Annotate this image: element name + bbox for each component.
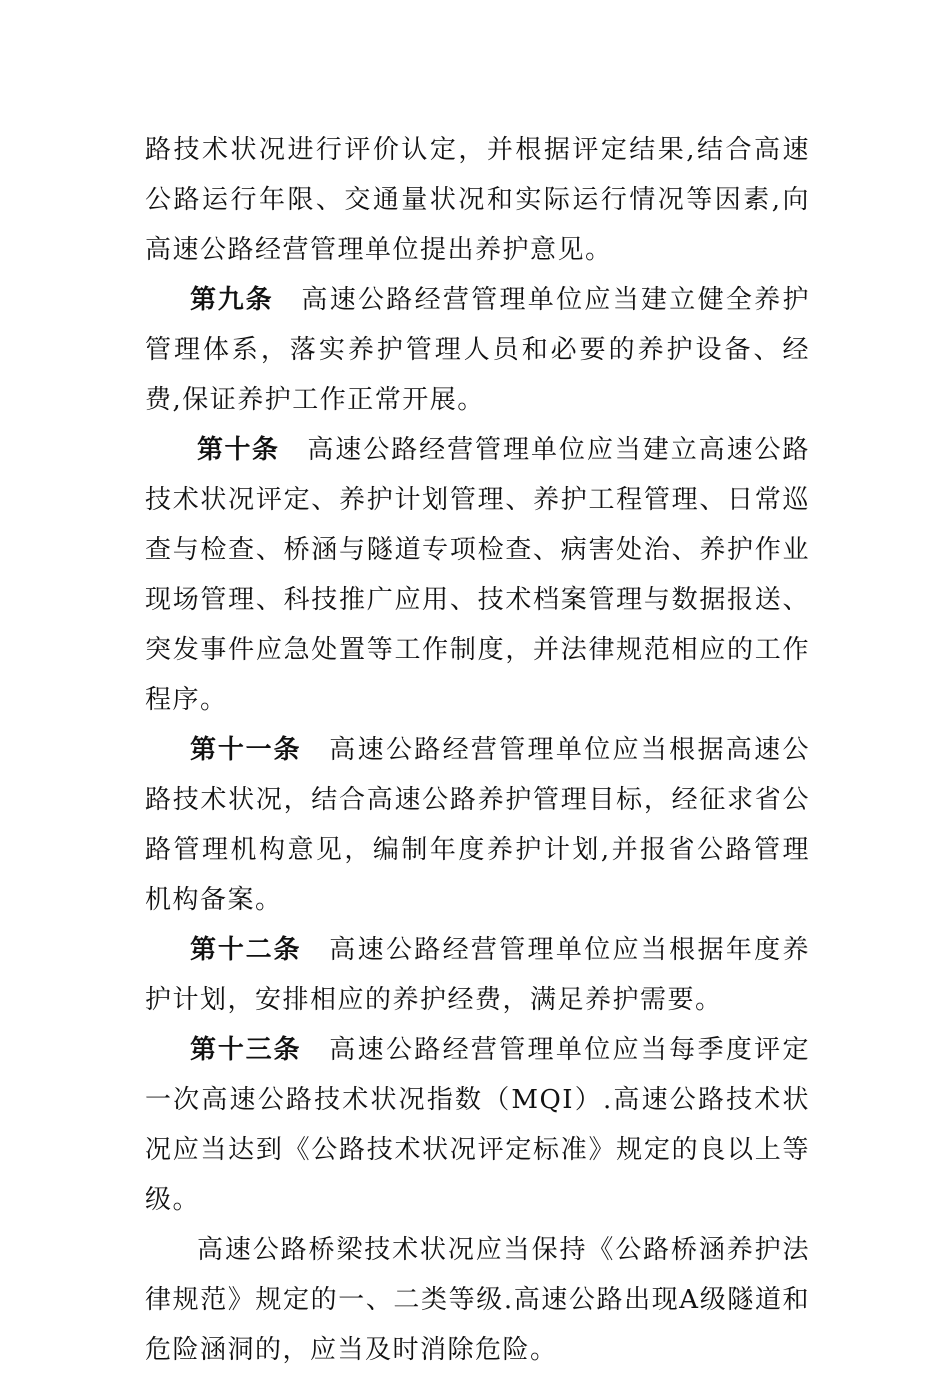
article-10 [145, 425, 810, 725]
article-number: 第十三条 [190, 1035, 302, 1065]
paragraph-text: 高速公路经营管理单位应当建立健全养护管理体系，落实养护管理人员和必要的养护设备、经费,保证养护工作正常开展。 [145, 285, 810, 415]
article-number: 第十一条 [190, 735, 302, 765]
article-number: 第十二条 [190, 935, 302, 965]
article-number: 第九条 [190, 285, 274, 315]
paragraph-bridge-status [145, 1225, 810, 1375]
paragraph-text: 高速公路经营管理单位应当根据年度养护计划，安排相应的养护经费，满足养护需要。 [145, 935, 810, 1015]
paragraph-text: 高速公路经营管理单位应当建立高速公路技术状况评定、养护计划管理、养护工程管理、日常巡查与检查、桥涵与隧道专项检查、病害处治、养护作业现场管理、科技推广应用、技术档案管理与数据报送、突发事件应急处置等工作制度，并法律规范相应的工作程序。 [145, 435, 810, 715]
paragraph-text: 路技术状况进行评价认定，并根据评定结果,结合高速公路运行年限、交通量状况和实际运行情况等因素,向高速公路经营管理单位提出养护意见。 [145, 135, 810, 265]
paragraph-text: 高速公路桥梁技术状况应当保持《公路桥涵养护法律规范》规定的一、二类等级.高速公路出现A级隧道和危险涵洞的，应当及时消除危险。 [145, 1235, 810, 1365]
article-13 [145, 1025, 810, 1225]
paragraph-text: 高速公路经营管理单位应当根据高速公路技术状况，结合高速公路养护管理目标，经征求省公路管理机构意见，编制年度养护计划,并报省公路管理机构备案。 [145, 735, 810, 915]
article-9 [145, 275, 810, 425]
article-11 [145, 725, 810, 925]
article-number: 第十条 [197, 435, 280, 465]
paragraph-text: 高速公路经营管理单位应当每季度评定一次高速公路技术状况指数（MQI）.高速公路技术状况应当达到《公路技术状况评定标准》规定的良以上等级。 [145, 1035, 810, 1215]
paragraph-continued [145, 125, 810, 275]
document-body [145, 125, 810, 1375]
article-12 [145, 925, 810, 1025]
